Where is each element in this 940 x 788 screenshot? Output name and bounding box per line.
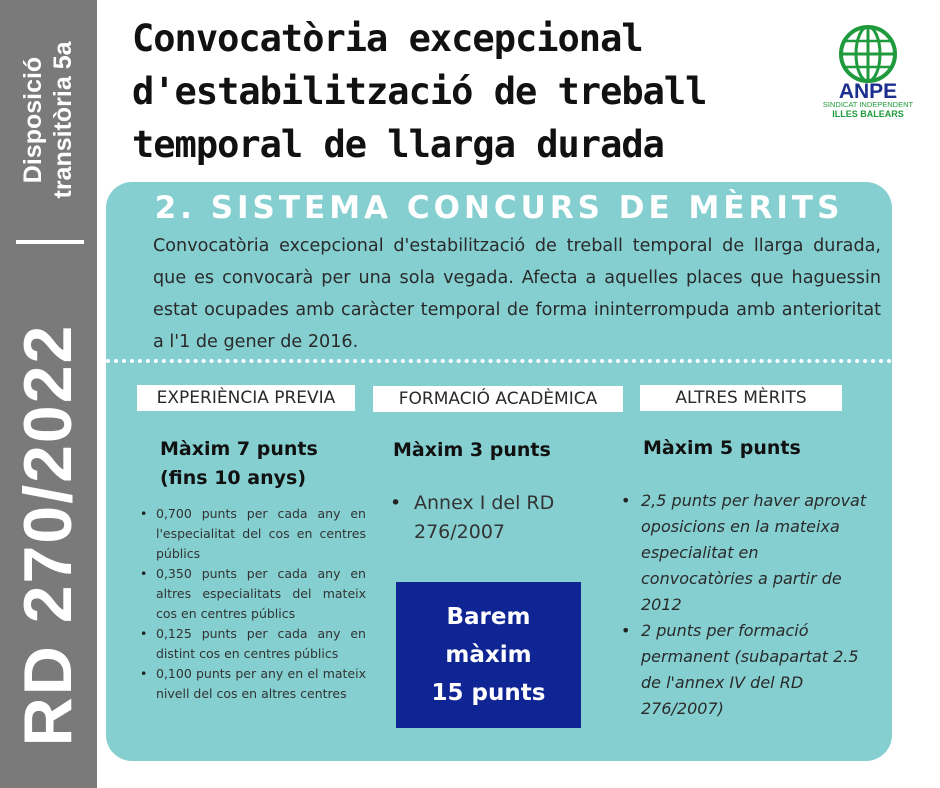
page-title: Convocatòria excepcional d'estabilització de treball temporal de llarga durada xyxy=(132,17,707,166)
max-altres: Màxim 5 punts xyxy=(643,437,801,459)
list-item: • 0,125 punts per cada any en distint cos en centres públics xyxy=(140,624,366,664)
max-experiencia xyxy=(160,435,370,493)
sidebar-decree xyxy=(0,250,97,788)
max-formacio: Màxim 3 punts xyxy=(393,439,551,461)
sidebar-decree-text: RD 270/2022 xyxy=(10,323,86,747)
list-item: • 0,100 punts per any en el mateix nivell del cos en altres centres xyxy=(140,664,366,704)
list-item: • Annex I del RD 276/2007 xyxy=(388,489,588,547)
list-item: • 0,350 punts per cada any en altres especialitats del mateix cos en centres públics xyxy=(140,564,366,624)
sidebar-disposition-line1: Disposició xyxy=(19,56,47,184)
label-formacio-academica: FORMACIÓ ACADÈMICA xyxy=(373,386,623,412)
max-experiencia-line2: (fins 10 anys) xyxy=(160,467,306,489)
section-title: 2. SISTEMA CONCURS DE MÈRITS xyxy=(154,190,844,226)
globe-icon xyxy=(818,22,918,122)
dotted-divider xyxy=(106,359,892,363)
list-item: • 0,700 punts per cada any en l'especialitat del cos en centres públics xyxy=(140,504,366,564)
barem-text: Barem màxim 15 punts xyxy=(431,604,546,706)
formacio-list xyxy=(388,489,588,547)
sidebar-disposition-line2: transitòria 5a xyxy=(49,41,77,199)
list-item: • 2 punts per formació permanent (subapartat 2.5 de l'annex IV del RD 276/2007) xyxy=(621,618,871,722)
anpe-logo xyxy=(818,22,918,122)
label-experiencia-previa: EXPERIÈNCIA PREVIA xyxy=(137,385,355,411)
section-intro: Convocatòria excepcional d'estabilització de treball temporal de llarga durada, que es convocarà per una sola vegada. Afecta a aquelles places que haguessin estat ocupades amb caràcter temporal de forma ininterrompuda amb anterioritat a l'1 de gener de 2016. xyxy=(153,236,881,352)
altres-list xyxy=(621,488,871,722)
max-experiencia-line1: Màxim 7 punts xyxy=(160,438,318,460)
logo-region: ILLES BALEARS xyxy=(832,109,904,119)
sidebar-disposition xyxy=(0,0,97,240)
sidebar xyxy=(0,0,97,788)
list-item: • 2,5 punts per haver aprovat oposicions en la mateixa especialitat en convocatòries a partir de 2012 xyxy=(621,488,871,618)
experiencia-list xyxy=(140,504,366,704)
logo-name: ANPE xyxy=(838,80,898,103)
sidebar-divider xyxy=(16,240,84,244)
label-altres-merits: ALTRES MÈRITS xyxy=(640,385,842,411)
logo-tagline: SINDICAT INDEPENDENT xyxy=(822,100,914,109)
barem-box xyxy=(396,582,581,728)
